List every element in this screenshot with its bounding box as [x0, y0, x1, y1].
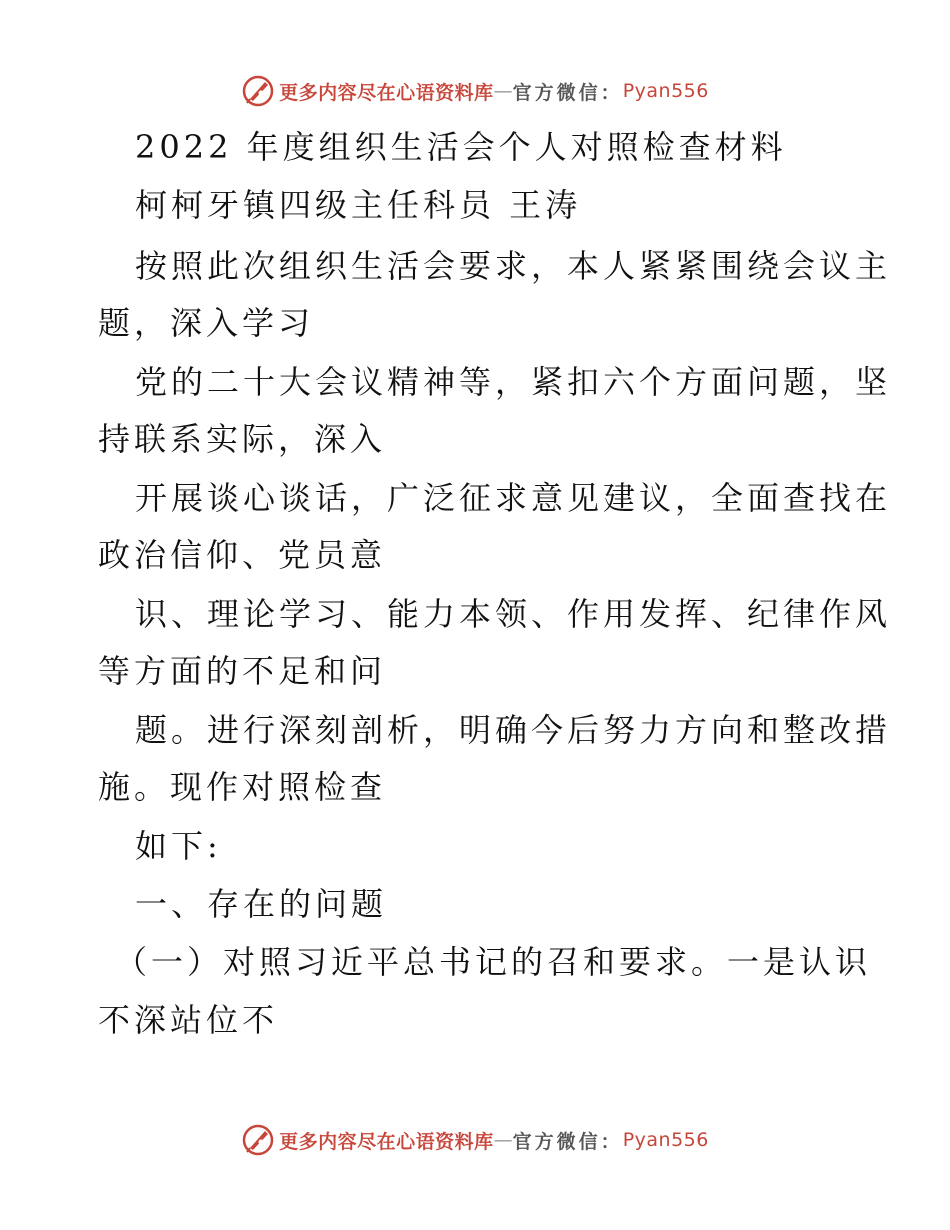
watermark-separator: —	[493, 1129, 513, 1151]
watermark-account: Pyan556	[622, 1129, 709, 1151]
paragraph-line: 政治信仰、党员意	[98, 536, 387, 574]
paragraph-line: 开展谈心谈话，广泛征求意见建议，全面查找在	[135, 479, 892, 517]
feather-pen-logo-icon	[241, 1123, 275, 1157]
feather-pen-logo-icon	[241, 74, 275, 108]
watermark-separator: —	[493, 80, 513, 102]
paragraph-line: 按照此次组织生活会要求，本人紧紧围绕会议主	[135, 247, 892, 285]
paragraph-line: 施。现作对照检查	[98, 768, 387, 806]
paragraph-line: 党的二十大会议精神等，紧扣六个方面问题，坚	[135, 363, 892, 401]
watermark-label: 官方微信：	[512, 81, 623, 104]
watermark-header	[0, 71, 950, 111]
watermark-footer	[0, 1120, 950, 1160]
paragraph-line: 持联系实际，深入	[98, 420, 387, 458]
watermark-main-text: 更多内容尽在心语资料库	[279, 81, 494, 104]
paragraph-line: 不深站位不	[98, 1001, 279, 1039]
section-heading: 一、存在的问题	[135, 885, 388, 923]
paragraph-line: 如下:	[135, 827, 222, 865]
paragraph-line: 等方面的不足和问	[98, 652, 387, 690]
watermark-account: Pyan556	[622, 80, 709, 102]
document-author: 柯柯牙镇四级主任科员 王涛	[135, 186, 582, 224]
paragraph-line: 题。进行深刻剖析，明确今后努力方向和整改措	[135, 711, 892, 749]
paragraph-line: 题，深入学习	[98, 304, 315, 342]
paragraph-line: 识、理论学习、能力本领、作用发挥、纪律作风	[135, 595, 892, 633]
watermark-label: 官方微信：	[512, 1130, 623, 1153]
subsection-heading: （一）对照习近平总书记的召和要求。一是认识	[115, 943, 872, 981]
watermark-main-text: 更多内容尽在心语资料库	[279, 1130, 494, 1153]
document-title: 2022 年度组织生活会个人对照检查材料	[135, 128, 787, 166]
